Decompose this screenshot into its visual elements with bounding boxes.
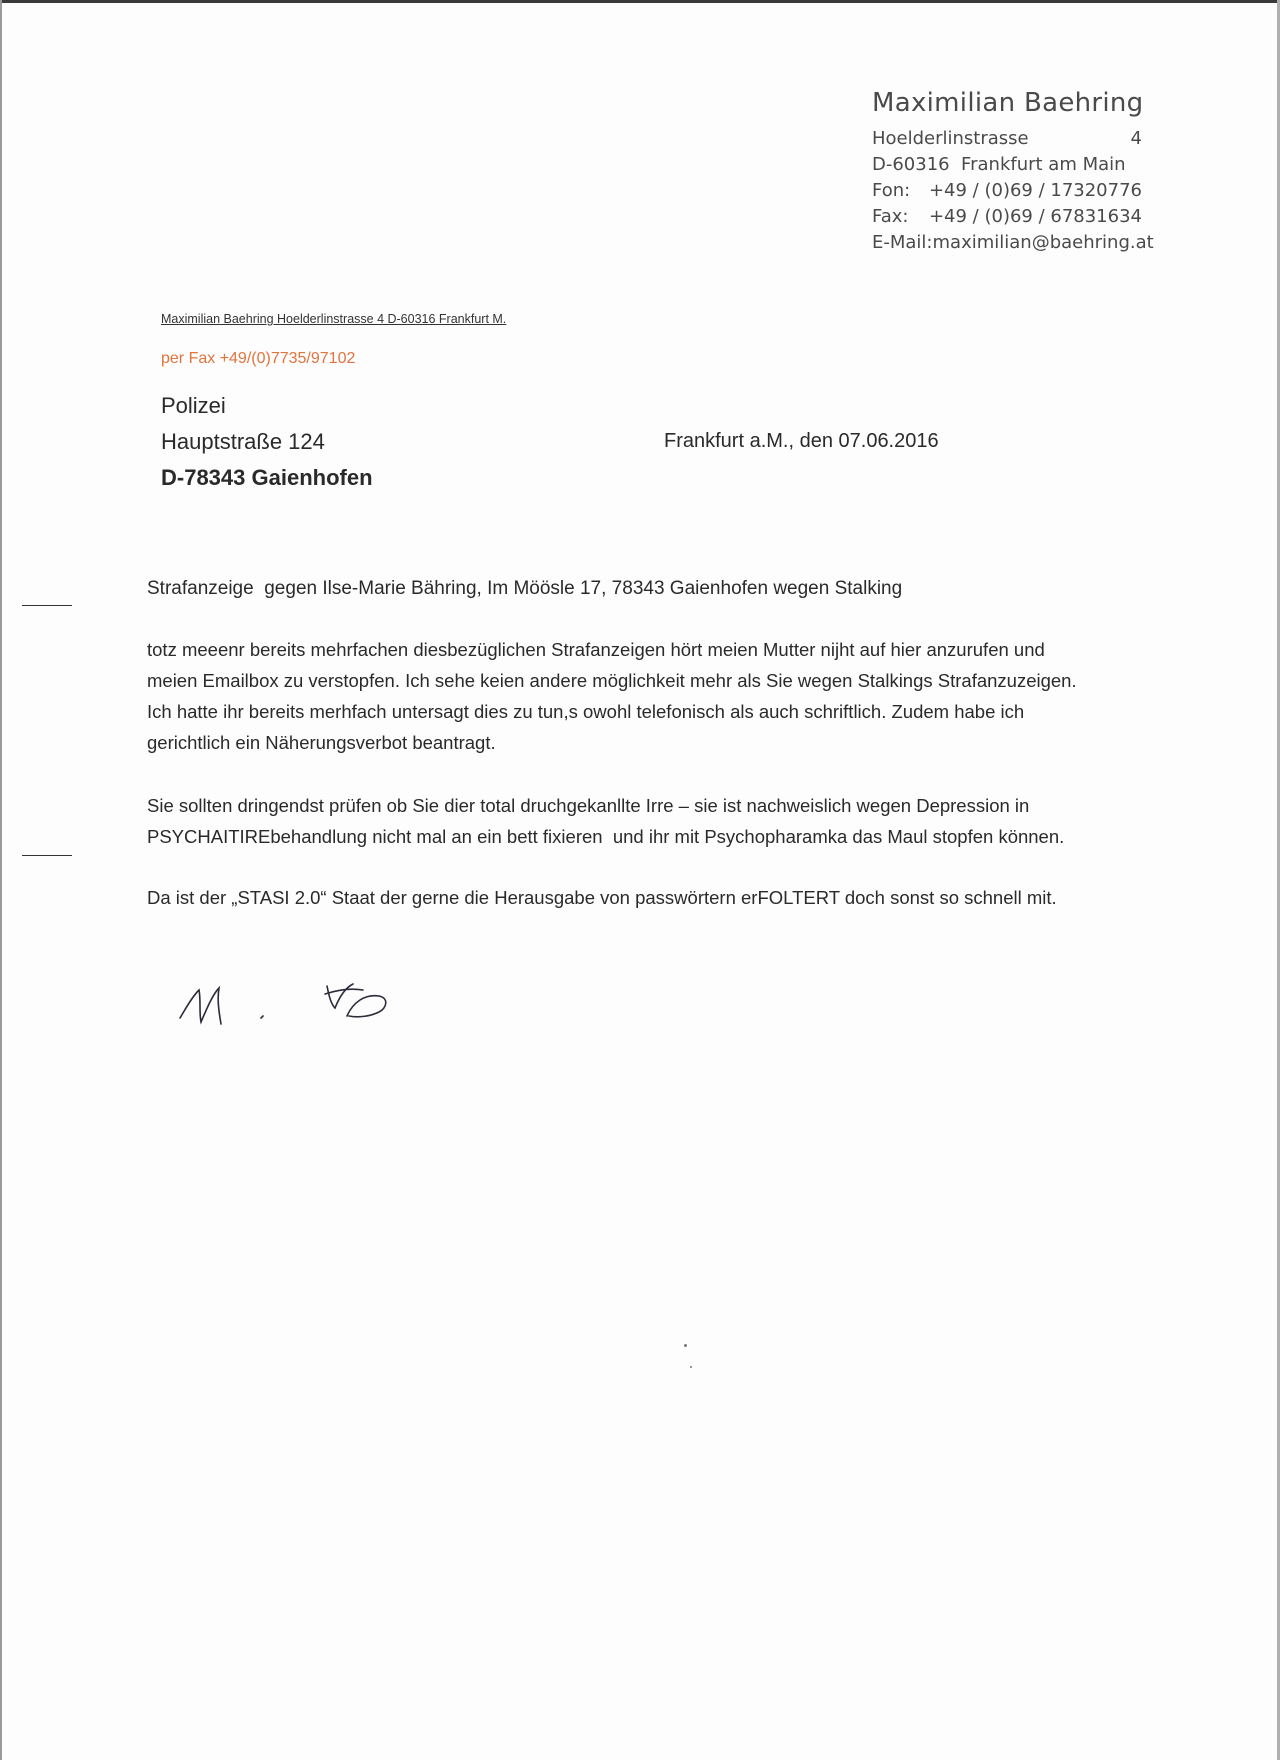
letterhead-fon-label: Fon:: [872, 180, 911, 201]
place-and-date: Frankfurt a.M., den 07.06.2016: [664, 430, 939, 452]
fax-number-line: per Fax +49/(0)7735/97102: [161, 350, 356, 367]
letterhead-house-no: 4: [1130, 128, 1142, 149]
letterhead: [872, 88, 1154, 256]
recipient-line-2: Hauptstraße 124: [161, 429, 325, 454]
letterhead-fax: +49 / (0)69 / 67831634: [928, 206, 1142, 227]
letterhead-city: D-60316 Frankfurt am Main: [872, 154, 1126, 175]
body-line: gerichtlich ein Näherungsverbot beantragt.: [147, 732, 496, 753]
letterhead-email-row: [872, 230, 1154, 256]
letterhead-name: Maximilian Baehring: [872, 88, 1144, 118]
letterhead-fax-row: [872, 204, 1142, 230]
body-line: PSYCHAITIREbehandlung nicht mal an ein bett fixieren und ihr mit Psychopharamka das Maul stopfen können.: [147, 826, 1065, 847]
recipient-address: [161, 388, 373, 496]
recipient-line-3: D-78343 Gaienhofen: [161, 465, 373, 490]
recipient-line-1: Polizei: [161, 393, 226, 418]
letterhead-email: maximilian@baehring.at: [932, 232, 1154, 253]
body-paragraph-1: [147, 634, 1147, 758]
letterhead-street-row: [872, 126, 1142, 152]
fold-mark-upper: [22, 605, 72, 606]
scan-speck: [690, 1366, 692, 1368]
letterhead-street: Hoelderlinstrasse: [872, 128, 1029, 149]
letterhead-city-row: [872, 152, 1142, 178]
letterhead-fon: +49 / (0)69 / 17320776: [928, 180, 1142, 201]
body-line: Sie sollten dringendst prüfen ob Sie dier total druchgekanllte Irre – sie ist nachweislich wegen Depression in: [147, 795, 1030, 816]
scan-edge-left: [0, 0, 2, 1760]
scan-speck: [684, 1344, 687, 1347]
letterhead-fax-label: Fax:: [872, 206, 909, 227]
body-line: Da ist der „STASI 2.0“ Staat der gerne die Herausgabe von passwörtern erFOLTERT doch sonst so schnell mit.: [147, 887, 1057, 908]
subject-line: Strafanzeige gegen Ilse-Marie Bähring, Im Möösle 17, 78343 Gaienhofen wegen Stalking: [147, 578, 903, 599]
letterhead-email-label: E-Mail:: [872, 232, 933, 253]
body-line: meien Emailbox zu verstopfen. Ich sehe keien andere möglichkeit mehr als Sie wegen Stalkings Strafanzuzeigen.: [147, 670, 1077, 691]
body-line: Ich hatte ihr bereits merhfach untersagt dies zu tun,s owohl telefonisch als auch schriftlich. Zudem habe ich: [147, 701, 1025, 722]
scan-edge-top: [0, 0, 1280, 3]
fold-mark-lower: [22, 855, 72, 856]
body-paragraph-2: [147, 790, 1147, 852]
sender-return-address: Maximilian Baehring Hoelderlinstrasse 4 D-60316 Frankfurt M.: [161, 312, 507, 326]
body-line: totz meeenr bereits mehrfachen diesbezüglichen Strafanzeigen hört meien Mutter nijht auf hier anzurufen und: [147, 639, 1045, 660]
body-paragraph-3: [147, 882, 1147, 913]
letterhead-fon-row: [872, 178, 1142, 204]
handwritten-signature: [175, 960, 435, 1040]
